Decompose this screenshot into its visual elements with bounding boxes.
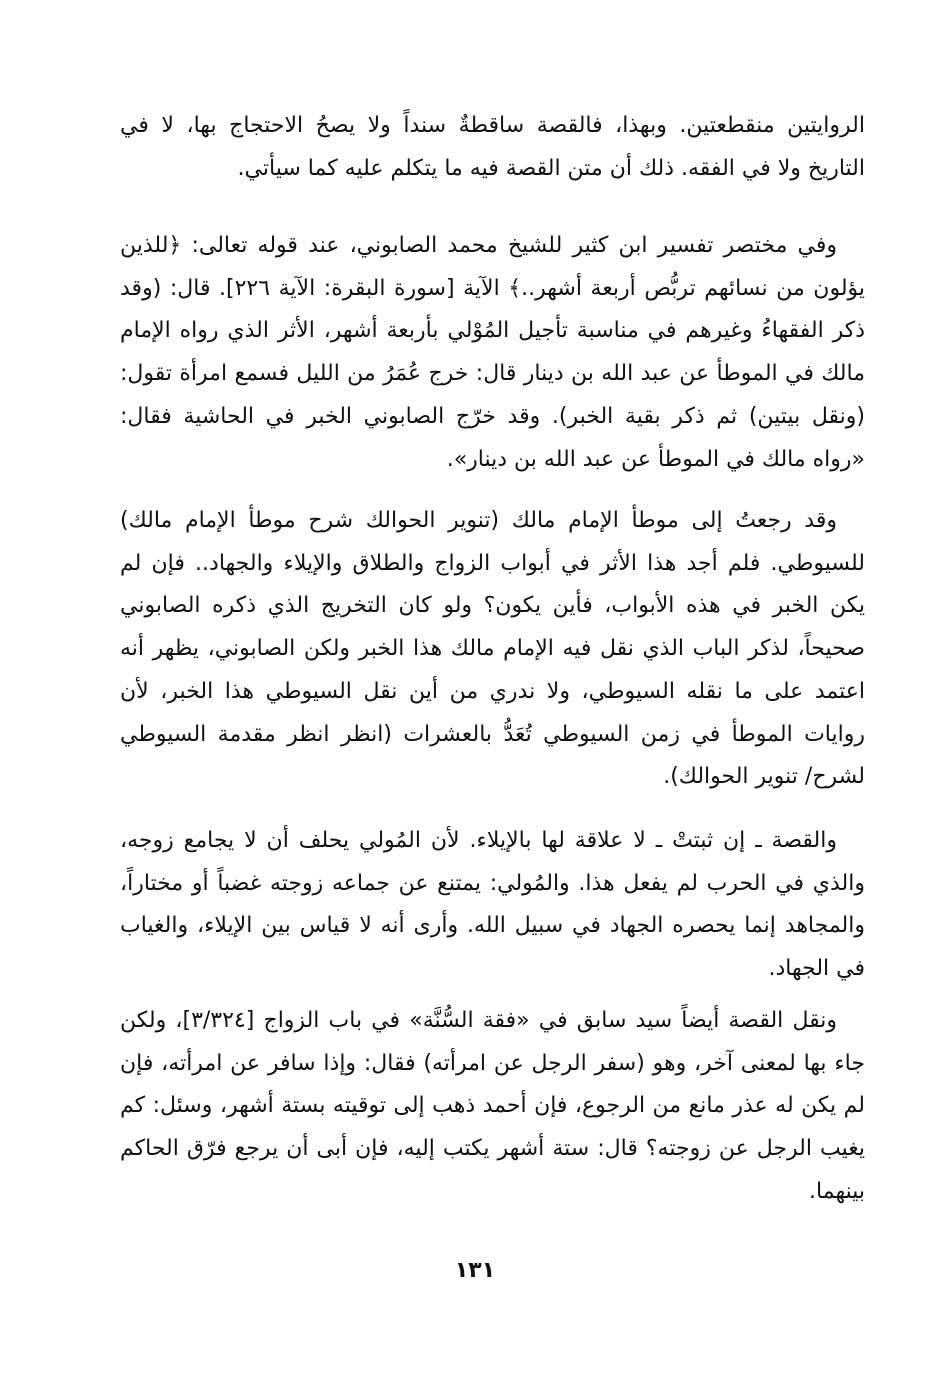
text-paragraph [120, 1000, 865, 1214]
text-paragraph [120, 225, 865, 481]
paragraph-4: والقصة ـ إن ثبتتْ ـ لا علاقة لها بالإيلاء. لأن المُولي يحلف أن لا يجامع زوجه، والذي في الحرب لم يفعل هذا. والمُولي: يمتنع عن جماعه زوجته غضباً أو مختاراً، والمجاهد إنما يحصره الجهاد في سبيل الله. وأرى أنه لا قياس بين الإيلاء، والغياب في الجهاد. [120, 828, 865, 982]
paragraph-1: الروايتين منقطعتين. وبهذا، فالقصة ساقطةٌ سنداً ولا يصحُ الاحتجاج بها، لا في التاريخ ولا في الفقه. ذلك أن متن القصة فيه ما يتكلم عليه كما سيأتي. [120, 113, 865, 181]
text-paragraph [120, 820, 865, 991]
text-paragraph [120, 500, 865, 799]
paragraph-2: وفي مختصر تفسير ابن كثير للشيخ محمد الصابوني، عند قوله تعالى: ﴿للذين يؤلون من نسائهم تربُّص أربعة أشهر..﴾ الآية [سورة البقرة: الآية ٢٢٦]. قال: (وقد ذكر الفقهاءُ وغيرهم في مناسبة تأجيل المُوْلي بأربعة أشهر، الأثر الذي رواه الإمام مالك في الموطأ عن عبد الله بن دينار قال: خرج عُمَرُ من الليل فسمع امرأة تقول: (ونقل بيتين) ثم ذكر بقية الخبر). وقد خرّج الصابوني الخبر في الحاشية فقال: «رواه مالك في الموطأ عن عبد الله بن دينار». [120, 233, 866, 472]
paragraph-5: ونقل القصة أيضاً سيد سابق في «فقة السُّنَّة» في باب الزواج [٣/٣٢٤]، ولكن جاء بها لمعنى آخر، وهو (سفر الرجل عن امرأته) فقال: وإذا سافر عن امرأته، فإن لم يكن له عذر مانع من الرجوع، فإن أحمد ذهب إلى توقيته بستة أشهر، وسئل: كم يغيب الرجل عن زوجته؟ قال: ستة أشهر يكتب إليه، فإن أبى أن يرجع فرّق الحاكم بينهما. [120, 1008, 865, 1204]
paragraph-3: وقد رجعتُ إلى موطأ الإمام مالك (تنوير الحوالك شرح موطأ الإمام مالك) للسيوطي. فلم أجد هذا الأثر في أبواب الزواج والطلاق والإيلاء والجهاد.. فإن لم يكن الخبر في هذه الأبواب، فأين يكون؟ ولو كان التخريج الذي ذكره الصابوني صحيحاً، لذكر الباب الذي نقل فيه الإمام مالك هذا الخبر ولكن الصابوني، يظهر أنه اعتمد على ما نقله السيوطي، ولا ندري من أين نقل السيوطي هذا الخبر، لأن روايات الموطأ في زمن السيوطي تُعَدُّ بالعشرات (انظر انظر مقدمة السيوطي لشرح/ تنوير الحوالك). [120, 508, 865, 790]
page-number: ١٣١ [454, 1258, 496, 1283]
text-paragraph [120, 105, 865, 190]
